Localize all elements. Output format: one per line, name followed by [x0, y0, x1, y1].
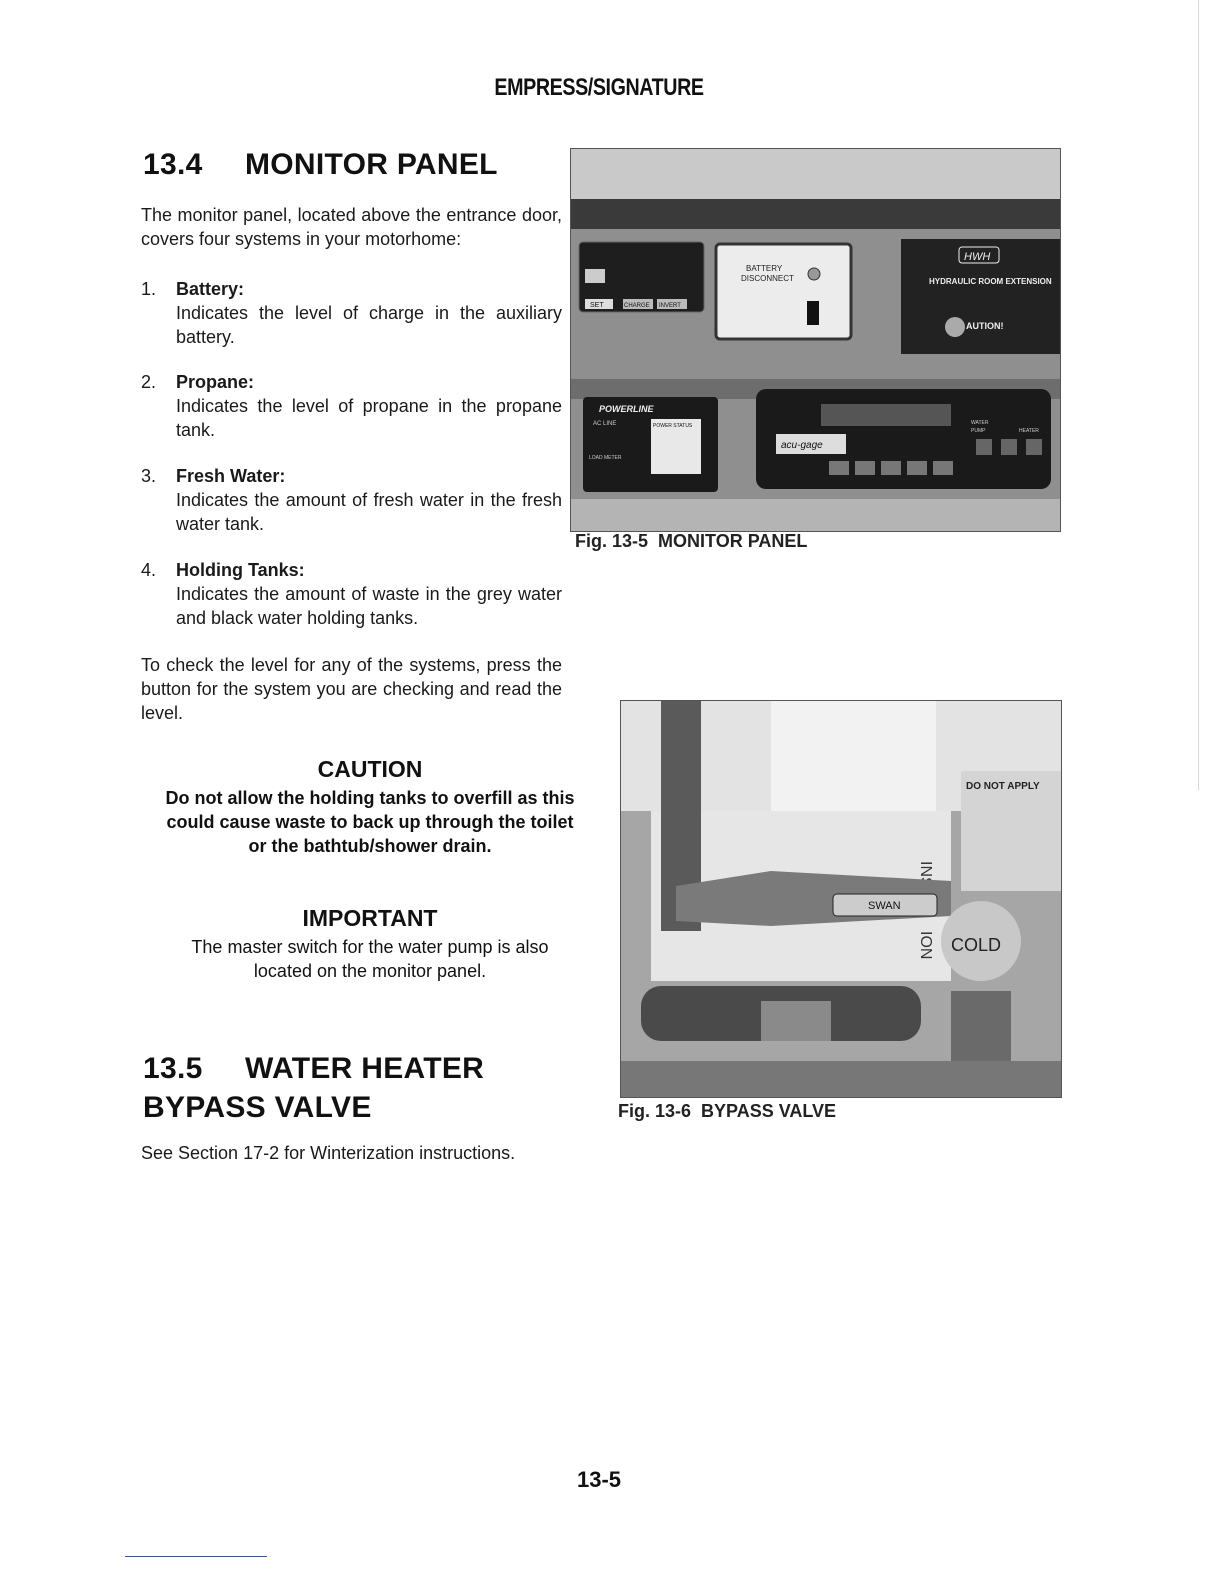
list-description: Indicates the level of charge in the auxiliary battery. — [176, 303, 562, 347]
list-number: 1. — [141, 279, 157, 299]
powerline-label: POWERLINE — [599, 404, 654, 414]
bypass-valve-illustration — [621, 701, 1061, 1097]
margin-rule — [1198, 0, 1199, 790]
check-paragraph: To check the level for any of the systems, press the button for the system you are checking and read the level. — [141, 655, 562, 723]
winterization-paragraph: See Section 17-2 for Winterization instructions. — [141, 1143, 516, 1163]
figure-label: Fig. 13-5 — [575, 531, 649, 551]
pump-label: PUMP — [971, 428, 986, 434]
swan-label: SWAN — [868, 900, 901, 912]
list-number: 4. — [141, 560, 157, 580]
acu-gage-label: acu-gage — [781, 440, 823, 451]
hwh-title: HYDRAULIC ROOM EXTENSION — [929, 277, 1052, 286]
section-number: 13.4 — [143, 148, 203, 181]
list-number: 3. — [141, 466, 157, 486]
caution-title: CAUTION — [317, 756, 423, 782]
list-description: Indicates the amount of waste in the grey water and black water holding tanks. — [176, 584, 562, 628]
figure-label: Fig. 13-6 — [618, 1101, 692, 1121]
heater-label: HEATER — [1019, 428, 1039, 434]
important-text: The master switch for the water pump is also located on the monitor panel. — [191, 937, 549, 981]
do-not-apply-label: DO NOT APPLY — [966, 781, 1040, 792]
cold-label: COLD — [951, 935, 1002, 955]
hwh-logo: HWH — [964, 251, 991, 263]
figure-caption-monitor — [575, 531, 807, 552]
section-heading-water-heater — [143, 1052, 484, 1086]
set-label: SET — [590, 302, 604, 309]
water-label: WATER — [971, 420, 989, 426]
list-description: Indicates the amount of fresh water in the fresh water tank. — [176, 490, 562, 534]
monitor-panel-photo — [570, 148, 1061, 532]
ac-line-label: AC LINE — [593, 421, 617, 427]
list-title: Holding Tanks: — [176, 560, 305, 580]
list-title: Fresh Water: — [176, 466, 286, 486]
caution-text: Do not allow the holding tanks to overfill as this could cause waste to back up through the toilet or the bathtub/shower drain. — [165, 788, 575, 856]
disconnect-label: DISCONNECT — [741, 274, 794, 283]
power-status-label: POWER STATUS — [653, 423, 693, 429]
page-number: 13-5 — [576, 1467, 622, 1492]
bypass-valve-photo — [620, 700, 1062, 1098]
footer-line — [125, 1556, 267, 1557]
section-number: 13.5 — [143, 1052, 203, 1085]
ion-label: ION — [917, 931, 934, 960]
figure-title: BYPASS VALVE — [701, 1101, 837, 1121]
invert-label: INVERT — [659, 303, 681, 309]
charge-label: CHARGE — [624, 303, 650, 309]
list-title: Propane: — [176, 372, 255, 392]
list-title: Battery: — [176, 279, 245, 299]
list-number: 2. — [141, 372, 157, 392]
hwh-caution: AUTION! — [966, 321, 1004, 331]
load-meter-label: LOAD METER — [589, 455, 622, 461]
figure-caption-bypass — [618, 1101, 836, 1122]
important-title: IMPORTANT — [302, 905, 438, 931]
monitor-panel-illustration — [571, 149, 1060, 531]
intro-paragraph: The monitor panel, located above the entrance door, covers four systems in your motorhome: — [141, 205, 562, 249]
battery-label: BATTERY — [746, 264, 783, 273]
section-title-line2: BYPASS VALVE — [143, 1091, 372, 1124]
page-header: EMPRESS/SIGNATURE — [494, 74, 704, 101]
list-description: Indicates the level of propane in the propane tank. — [176, 396, 562, 440]
section-title: MONITOR PANEL — [245, 148, 498, 181]
section-heading-monitor-panel — [143, 148, 498, 182]
figure-title: MONITOR PANEL — [658, 531, 808, 551]
section-title-line1: WATER HEATER — [245, 1052, 485, 1085]
